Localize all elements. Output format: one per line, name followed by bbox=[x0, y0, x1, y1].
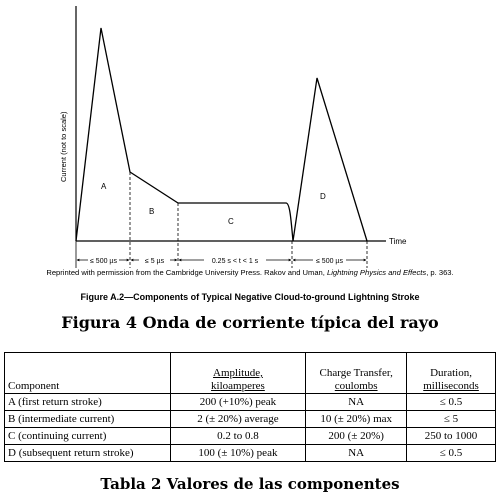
figure-caption-spanish: Figura 4 Onda de corriente típica del rayo bbox=[61, 313, 439, 332]
header-duration bbox=[407, 353, 496, 394]
components-table bbox=[4, 352, 496, 462]
figure-credit bbox=[0, 268, 500, 277]
credit-prefix: Reprinted with permission from the Cambridge University Press. Rakov and Uman, bbox=[46, 268, 327, 277]
cell-component: C (continuing current) bbox=[5, 428, 171, 445]
cell-duration: ≤ 5 bbox=[407, 411, 496, 428]
table-row bbox=[5, 445, 496, 462]
region-label-c: C bbox=[228, 217, 234, 226]
header-duration-line2: milliseconds bbox=[423, 380, 479, 392]
cell-charge: NA bbox=[306, 445, 407, 462]
credit-book-title: Lightning Physics and Effects bbox=[327, 268, 427, 277]
table-row bbox=[5, 428, 496, 445]
region-label-a: A bbox=[101, 182, 107, 191]
header-charge-line1: Charge Transfer, bbox=[319, 367, 393, 379]
table-header-row bbox=[5, 353, 496, 394]
region-label-d: D bbox=[320, 192, 326, 201]
interval-label-c: 0.25 s < t < 1 s bbox=[211, 258, 259, 265]
y-axis-label: Current (not to scale) bbox=[59, 111, 68, 182]
interval-label-b: ≤ 5 µs bbox=[144, 258, 165, 265]
cell-amplitude: 2 (± 20%) average bbox=[170, 411, 306, 428]
header-amplitude-line1: Amplitude, bbox=[213, 367, 263, 379]
table-row bbox=[5, 411, 496, 428]
cell-duration: 250 to 1000 bbox=[407, 428, 496, 445]
x-axis-label: Time bbox=[389, 237, 407, 246]
header-duration-line1: Duration, bbox=[430, 367, 472, 379]
header-component-label: Component bbox=[8, 380, 60, 392]
cell-amplitude: 200 (+10%) peak bbox=[170, 394, 306, 411]
table-row bbox=[5, 394, 496, 411]
cell-amplitude: 0.2 to 0.8 bbox=[170, 428, 306, 445]
figure-caption: Figure A.2—Components of Typical Negative Cloud-to-ground Lightning Stroke bbox=[80, 292, 420, 302]
current-waveform bbox=[76, 28, 367, 241]
cell-duration: ≤ 0.5 bbox=[407, 394, 496, 411]
header-charge-line2: coulombs bbox=[334, 380, 378, 392]
region-label-b: B bbox=[149, 207, 155, 216]
cell-amplitude: 100 (± 10%) peak bbox=[170, 445, 306, 462]
interval-label-d: ≤ 500 µs bbox=[316, 258, 343, 265]
cell-charge: NA bbox=[306, 394, 407, 411]
table-caption: Tabla 2 Valores de las componentes bbox=[100, 475, 400, 493]
cell-component: B (intermediate current) bbox=[5, 411, 171, 428]
interval-label-a: ≤ 500 µs bbox=[90, 258, 117, 265]
credit-suffix: , p. 363. bbox=[426, 268, 454, 277]
header-amplitude-line2: kiloamperes bbox=[211, 380, 265, 392]
cell-component: D (subsequent return stroke) bbox=[5, 445, 171, 462]
cell-duration: ≤ 0.5 bbox=[407, 445, 496, 462]
cell-charge: 10 (± 20%) max bbox=[306, 411, 407, 428]
header-component bbox=[5, 353, 171, 394]
header-amplitude bbox=[170, 353, 306, 394]
cell-charge: 200 (± 20%) bbox=[306, 428, 407, 445]
header-charge bbox=[306, 353, 407, 394]
cell-component: A (first return stroke) bbox=[5, 394, 171, 411]
